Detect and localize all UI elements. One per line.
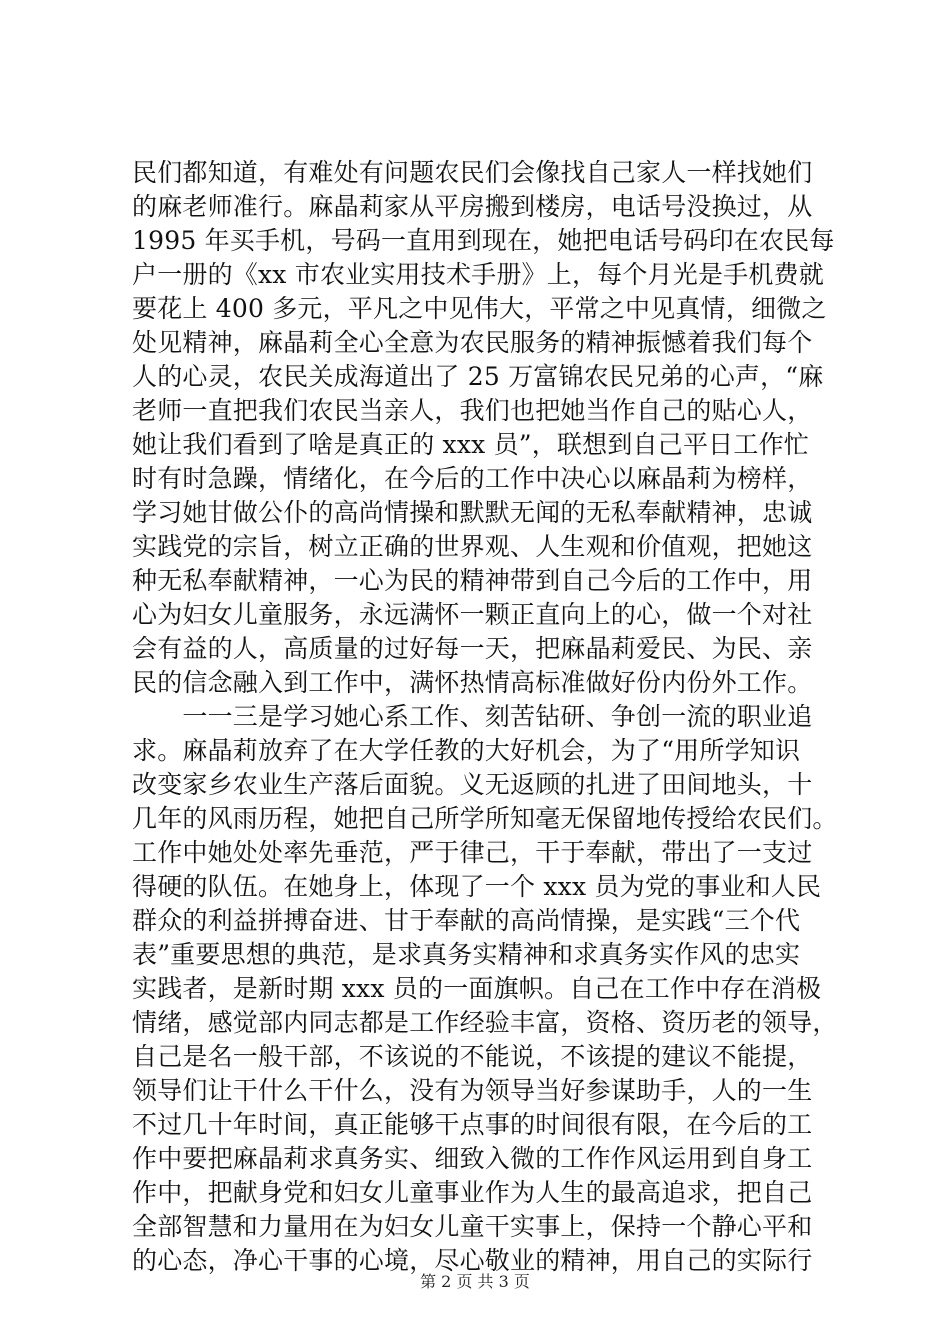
- page-number-footer: 第 2 页 共 3 页: [420, 1272, 530, 1291]
- text-line: 得硬的队伍。在她身上，体现了一个 xxx 员为党的事业和人民: [132, 872, 822, 901]
- text-line: 不过几十年时间，真正能够干点事的时间很有限，在今后的工: [132, 1110, 813, 1139]
- text-line: 作中要把麻晶莉求真务实、细致入微的工作作风运用到自身工: [132, 1144, 813, 1173]
- text-line: 学习她甘做公仆的高尚情操和默默无闻的无私奉献精神，忠诚: [132, 498, 813, 527]
- text-line: 1995 年买手机，号码一直用到现在，她把电话号码印在农民每: [132, 226, 835, 255]
- text-line: 心为妇女儿童服务，永远满怀一颗正直向上的心，做一个对社: [132, 600, 813, 629]
- text-line: 全部智慧和力量用在为妇女儿童干实事上，保持一个静心平和: [132, 1212, 813, 1241]
- text-line: 几年的风雨历程，她把自己所学所知毫无保留地传授给农民们。: [132, 804, 838, 833]
- paragraph-start-line: 一一三是学习她心系工作、刻苦钻研、争创一流的职业追: [132, 702, 813, 731]
- text-line: 时有时急躁，情绪化，在今后的工作中决心以麻晶莉为榜样，: [132, 464, 813, 493]
- text-line: 作中，把献身党和妇女儿童事业作为人生的最高追求，把自己: [132, 1178, 813, 1207]
- text-line: 工作中她处处率先垂范，严于律己，干于奉献，带出了一支过: [132, 838, 813, 867]
- text-line: 会有益的人，高质量的过好每一天，把麻晶莉爱民、为民、亲: [132, 634, 813, 663]
- text-line: 户一册的《xx 市农业实用技术手册》上，每个月光是手机费就: [132, 260, 824, 289]
- text-line: 的麻老师准行。麻晶莉家从平房搬到楼房，电话号没换过，从: [132, 192, 813, 221]
- text-line: 老师一直把我们农民当亲人，我们也把她当作自己的贴心人，: [132, 396, 813, 425]
- text-line: 求。麻晶莉放弃了在大学任教的大好机会，为了“用所学知识: [132, 736, 801, 765]
- text-line: 民们都知道，有难处有问题农民们会像找自己家人一样找她们: [132, 158, 813, 187]
- text-line: 种无私奉献精神，一心为民的精神带到自己今后的工作中，用: [132, 566, 813, 595]
- text-line: 处见精神，麻晶莉全心全意为农民服务的精神振憾着我们每个: [132, 328, 813, 357]
- text-line: 实践党的宗旨，树立正确的世界观、人生观和价值观，把她这: [132, 532, 813, 561]
- text-line: 人的心灵，农民关成海道出了 25 万富锦农民兄弟的心声，“麻: [132, 362, 824, 391]
- text-line: 领导们让干什么干什么，没有为领导当好参谋助手，人的一生: [132, 1076, 813, 1105]
- text-line: 要花上 400 多元，平凡之中见伟大，平常之中见真情，细微之: [132, 294, 827, 323]
- text-line: 民的信念融入到工作中，满怀热情高标准做好份内份外工作。: [132, 668, 813, 697]
- text-line: 她让我们看到了啥是真正的 xxx 员”，联想到自己平日工作忙: [132, 430, 809, 459]
- text-line: 表”重要思想的典范，是求真务实精神和求真务实作风的忠实: [132, 940, 801, 969]
- text-line: 实践者，是新时期 xxx 员的一面旗帜。自己在工作中存在消极: [132, 974, 822, 1003]
- text-line: 改变家乡农业生产落后面貌。义无返顾的扎进了田间地头，十: [132, 770, 813, 799]
- text-line: 的心态，净心干事的心境，尽心敬业的精神，用自己的实际行: [132, 1246, 813, 1275]
- text-line: 群众的利益拼搏奋进、甘于奉献的高尚情操，是实践“三个代: [132, 906, 801, 935]
- body-text: [132, 156, 838, 1278]
- text-line: 情绪，感觉部内同志都是工作经验丰富，资格、资历老的领导，: [132, 1008, 838, 1037]
- text-line: 自己是名一般干部，不该说的不能说，不该提的建议不能提，: [132, 1042, 813, 1071]
